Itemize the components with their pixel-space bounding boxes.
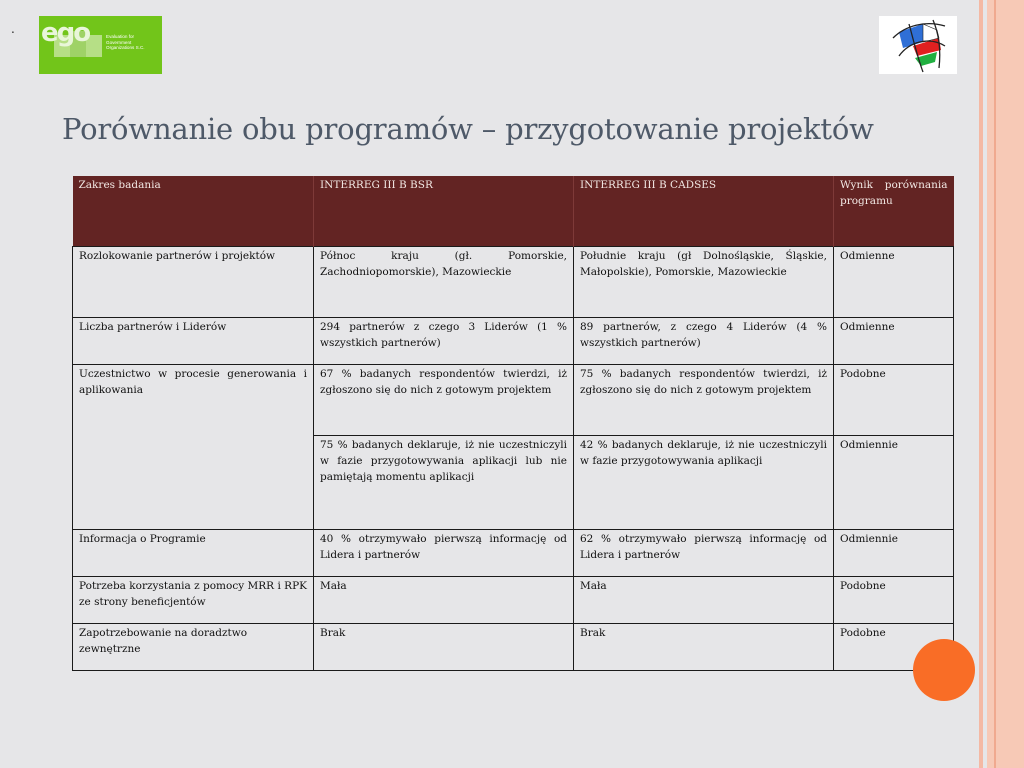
ego-org-name: Evaluation for Government Organizations S.C. — [106, 34, 145, 50]
table-header-row — [73, 176, 954, 247]
comparison-table — [72, 176, 954, 671]
bsr-cell: 40 % otrzymywało pierwszą informację od Lidera i partnerów — [314, 530, 574, 577]
result-cell: Odmienne — [834, 318, 954, 365]
flag-emblem-icon — [879, 16, 957, 74]
bsr-cell: Brak — [314, 624, 574, 671]
scope-cell: Liczba partnerów i Liderów — [73, 318, 314, 365]
ego-mark-text: ego — [41, 18, 90, 48]
table-row — [73, 318, 954, 365]
cadses-cell: Brak — [574, 624, 834, 671]
scope-cell: Uczestnictwo w procesie generowania i aplikowania — [73, 365, 314, 530]
slide-title: Porównanie obu programów – przygotowanie projektów — [62, 112, 874, 146]
side-stripe — [979, 0, 983, 768]
result-cell: Odmiennie — [834, 530, 954, 577]
scope-cell: Rozlokowanie partnerów i projektów — [73, 247, 314, 318]
accent-circle — [913, 639, 975, 701]
bsr-cell: Mała — [314, 577, 574, 624]
cadses-cell: Mała — [574, 577, 834, 624]
bsr-cell: 75 % badanych deklaruje, iż nie uczestniczyli w fazie przygotowywania aplikacji lub nie pamiętają momentu aplikacji — [314, 436, 574, 530]
result-cell: Odmiennie — [834, 436, 954, 530]
table-row — [73, 624, 954, 671]
slide-marker: . — [11, 22, 15, 36]
ego-logo — [39, 16, 162, 74]
bsr-cell: Północ kraju (gł. Pomorskie, Zachodniopomorskie), Mazowieckie — [314, 247, 574, 318]
result-cell: Podobne — [834, 577, 954, 624]
cadses-cell: 89 partnerów, z czego 4 Liderów (4 % wszystkich partnerów) — [574, 318, 834, 365]
bsr-cell: 67 % badanych respondentów twierdzi, iż zgłoszono się do nich z gotowym projektem — [314, 365, 574, 436]
result-cell: Podobne — [834, 365, 954, 436]
table-row — [73, 577, 954, 624]
header-cell: INTERREG III B CADSES — [574, 176, 834, 247]
table-row — [73, 247, 954, 318]
side-stripe — [994, 0, 996, 768]
cadses-cell: 62 % otrzymywało pierwszą informację od Lidera i partnerów — [574, 530, 834, 577]
header-cell: Zakres badania — [73, 176, 314, 247]
table-row — [73, 365, 954, 436]
partner-logo — [879, 16, 957, 74]
cadses-cell: 42 % badanych deklaruje, iż nie uczestniczyli w fazie przygotowywania aplikacji — [574, 436, 834, 530]
scope-cell: Potrzeba korzystania z pomocy MRR i RPK ze strony beneficjentów — [73, 577, 314, 624]
result-cell: Odmienne — [834, 247, 954, 318]
cadses-cell: Południe kraju (gł Dolnośląskie, Śląskie, Małopolskie), Pomorskie, Mazowieckie — [574, 247, 834, 318]
scope-cell: Zapotrzebowanie na doradztwo zewnętrzne — [73, 624, 314, 671]
header-cell: Wynik porównania programu — [834, 176, 954, 247]
table-row — [73, 530, 954, 577]
cadses-cell: 75 % badanych respondentów twierdzi, iż zgłoszono się do nich z gotowym projektem — [574, 365, 834, 436]
bsr-cell: 294 partnerów z czego 3 Liderów (1 % wszystkich partnerów) — [314, 318, 574, 365]
result-cell: Podobne — [834, 624, 954, 671]
header-cell: INTERREG III B BSR — [314, 176, 574, 247]
scope-cell: Informacja o Programie — [73, 530, 314, 577]
side-stripe — [987, 0, 1024, 768]
